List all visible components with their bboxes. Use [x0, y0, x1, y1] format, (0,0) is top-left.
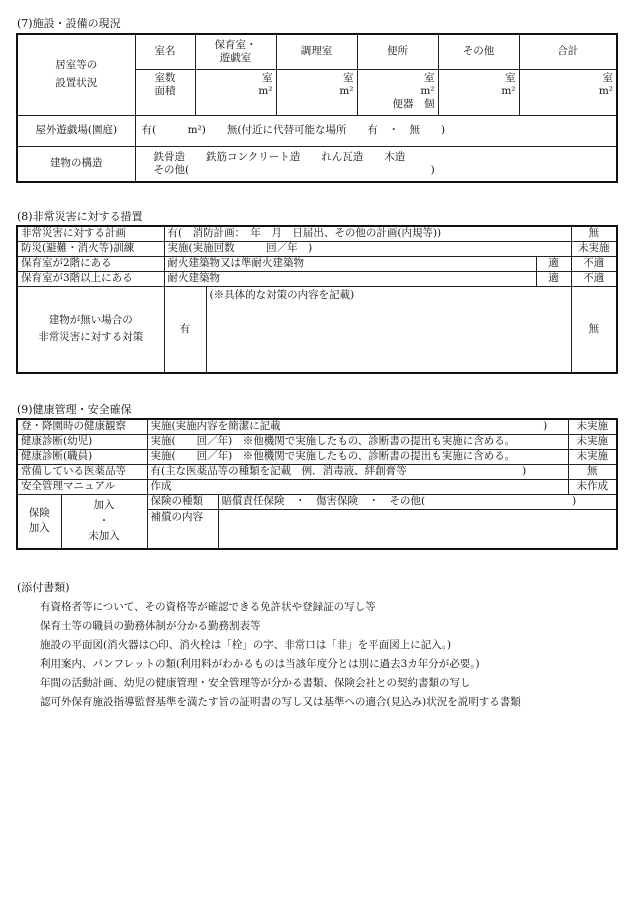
health-obs-status[interactable]: 未実施 [568, 419, 617, 434]
attachment-item: 認可外保育施設指導監督基準を満たす旨の証明書の写し又は基準への適合(見込み)状況を説明する書類 [40, 696, 521, 708]
ins-content-label: 補償の内容 [147, 509, 218, 549]
disaster-table [16, 225, 618, 374]
drill-label: 防災(避難・消火等)訓練 [17, 241, 164, 256]
section-8-title: (8)非常災害に対する措置 [17, 210, 143, 223]
plan-status[interactable]: 無 [571, 226, 617, 241]
plan-content[interactable]: 有( 消防計画： 年 月 日届出、その他の計画(内規等)) [164, 226, 571, 241]
ins-type-value[interactable]: 賠償責任保険 ・ 傷害保険 ・ その他( ) [218, 494, 617, 509]
attachment-item: 年間の活動計画、幼児の健康管理・安全管理等が分かる書類、保険会社との契約書類の写し [40, 677, 471, 689]
measures-note[interactable]: (※具体的な対策の内容を記載) [206, 286, 571, 373]
attachment-item: 有資格者等について、その資格等が確認できる免許状や登録証の写し等 [40, 601, 376, 613]
hoiku-value[interactable]: 室 m² [195, 69, 276, 115]
total-value[interactable]: 室 m² [519, 69, 617, 115]
benjo-value[interactable]: 室 m² 便器 個 [357, 69, 438, 115]
col-hoikushitsu: 保育室・ 遊戯室 [195, 34, 276, 69]
checkup-staff-content[interactable]: 実施( 回／年) ※他機関で実施したもの、診断書の提出も実施に含める。 [147, 449, 568, 464]
insurance-join-choice[interactable]: 加入 ・ 未加入 [61, 494, 147, 549]
medicine-content[interactable]: 有(主な医薬品等の種類を記載 例．消毒液、絆創膏等 ) [147, 464, 568, 479]
insurance-label: 保険 加入 [17, 494, 61, 549]
manual-content[interactable]: 作成 [147, 479, 568, 494]
floor2-ok[interactable]: 適 [536, 256, 571, 271]
checkup-staff-label: 健康診断(職員) [17, 449, 147, 464]
checkup-child-content[interactable]: 実施( 回／年) ※他機関で実施したもの、診断書の提出も実施に含める。 [147, 434, 568, 449]
attachment-item: 施設の平面図(消火器は○印、消火栓は「栓」の字、非常口は「非」を平面図上に記入。) [40, 639, 452, 651]
measures-no[interactable]: 無 [571, 286, 617, 373]
facility-table [16, 33, 618, 183]
attachment-item: 利用案内、パンフレットの類(利用料がわかるものは当該年度分とは別に過去3カ年分が必要。) [40, 658, 480, 670]
drill-content[interactable]: 実施(実施回数 回／年 ) [164, 241, 571, 256]
health-obs-content[interactable]: 実施(実施内容を簡潔に記載 ) [147, 419, 568, 434]
attachments-title: (添付書類) [17, 581, 70, 594]
col-chorishitsu: 調理室 [276, 34, 357, 69]
attachments-list [40, 598, 521, 712]
structure-value[interactable]: 鉄骨造 鉄筋コンクリート造 れん瓦造 木造 その他( ) [135, 146, 617, 182]
col-benjo: 便所 [357, 34, 438, 69]
medicine-label: 常備している医薬品等 [17, 464, 147, 479]
room-status-label: 居室等の 設置状況 [17, 34, 135, 115]
health-obs-label: 登・降園時の健康観察 [17, 419, 147, 434]
manual-status[interactable]: 未作成 [568, 479, 617, 494]
section-9-title: (9)健康管理・安全確保 [17, 403, 132, 416]
col-room-name: 室名 [135, 34, 195, 69]
checkup-child-status[interactable]: 未実施 [568, 434, 617, 449]
checkup-staff-status[interactable]: 未実施 [568, 449, 617, 464]
count-area-labels: 室数 面積 [135, 69, 195, 115]
outdoor-value[interactable]: 有( m²) 無(付近に代替可能な場所 有 ・ 無 ) [135, 115, 617, 146]
floor3-content: 耐火建築物 [164, 271, 536, 286]
col-gokei: 合計 [519, 34, 617, 69]
other-value[interactable]: 室 m² [438, 69, 519, 115]
medicine-status[interactable]: 無 [568, 464, 617, 479]
drill-status[interactable]: 未実施 [571, 241, 617, 256]
measures-yes[interactable]: 有 [164, 286, 206, 373]
floor2-label: 保育室が2階にある [17, 256, 164, 271]
floor2-content: 耐火建築物又は準耐火建築物 [164, 256, 536, 271]
floor3-ng[interactable]: 不適 [571, 271, 617, 286]
ins-content-value[interactable] [218, 509, 617, 549]
floor2-ng[interactable]: 不適 [571, 256, 617, 271]
outdoor-label: 屋外遊戯場(園庭) [17, 115, 135, 146]
structure-label: 建物の構造 [17, 146, 135, 182]
col-sonota: その他 [438, 34, 519, 69]
measures-label: 建物が無い場合の 非常災害に対する対策 [17, 286, 164, 373]
plan-label: 非常災害に対する計画 [17, 226, 164, 241]
checkup-child-label: 健康診断(幼児) [17, 434, 147, 449]
chori-value[interactable]: 室 m² [276, 69, 357, 115]
manual-label: 安全管理マニュアル [17, 479, 147, 494]
health-table [16, 418, 618, 550]
ins-type-label: 保険の種類 [147, 494, 218, 509]
attachment-item: 保育士等の職員の勤務体制が分かる勤務割表等 [40, 620, 261, 632]
floor3-label: 保育室が3階以上にある [17, 271, 164, 286]
section-7-title: (7)施設・設備の現況 [17, 17, 121, 30]
floor3-ok[interactable]: 適 [536, 271, 571, 286]
